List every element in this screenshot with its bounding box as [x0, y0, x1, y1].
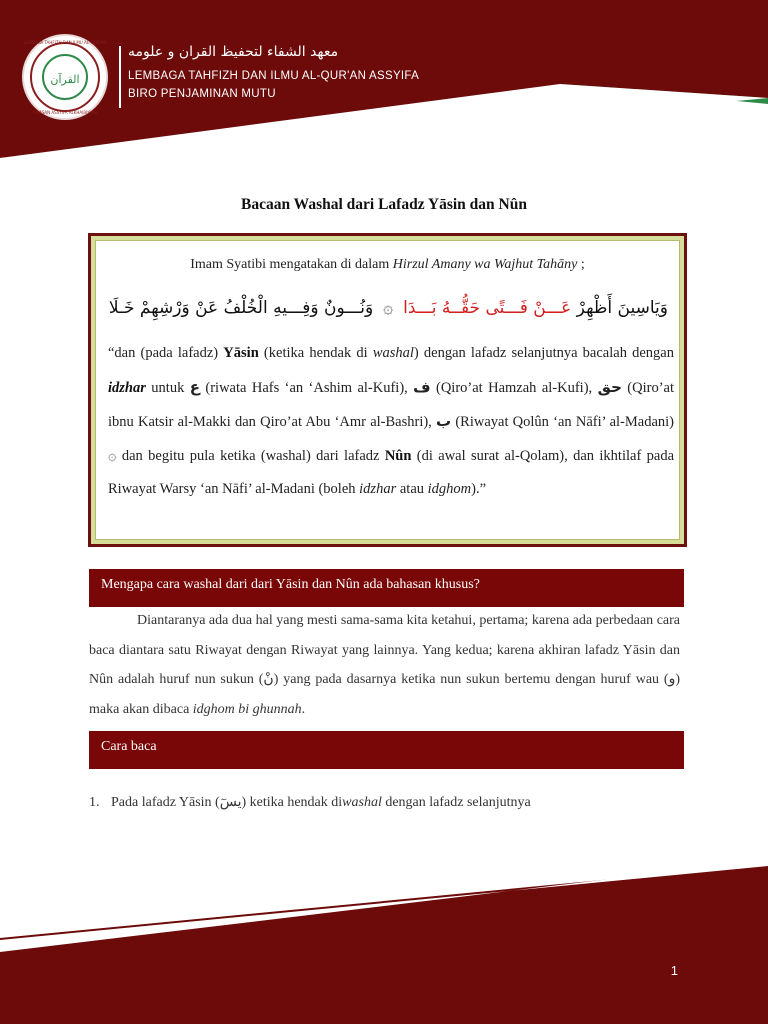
- verse-red-ba: بَـــدَا: [403, 298, 437, 318]
- verse-red-haq: حَقُّــهُ: [441, 298, 481, 318]
- department-name: BIRO PENJAMINAN MUTU: [128, 88, 276, 100]
- paragraph-end: .: [301, 701, 306, 717]
- verse-part2: وَنُـــونٌ وَفِـــيهِ الْخُلْفُ عَنْ وَرْشِهِمْ خَـلَا: [108, 298, 374, 318]
- translation-text: “dan (pada lafadz): [108, 345, 224, 361]
- quote-box: [88, 233, 687, 547]
- quote-translation: [108, 337, 674, 507]
- term-washal: washal: [342, 795, 382, 810]
- logo-text-top: LEMBAGA TAHFIZH DAN ILMU AL-QUR'AN: [23, 40, 107, 45]
- translation-text: dan begitu pula ketika (washal) dari lafadz: [116, 447, 385, 464]
- arabic-letter-fa: ف: [413, 377, 431, 396]
- arabic-letters-haq: حق: [597, 377, 622, 396]
- separator-star-icon: ۞: [108, 447, 117, 464]
- intro-suffix: ;: [577, 257, 585, 272]
- list-item-text: dengan lafadz selanjutnya: [381, 795, 531, 810]
- translation-text: ).”: [471, 481, 487, 497]
- verse-red-ain: عَـــنْ: [533, 298, 572, 318]
- quran-emblem-icon: [42, 54, 88, 100]
- book-title: Hirzul Amany wa Wajhut Tahāny: [392, 257, 578, 272]
- translation-text: (Qiro’at ibnu Katsir al-Makki dan Qiro’at Abu ‘Amr al-Bashri),: [108, 379, 675, 430]
- verse-part1: وَيَاسِينَ أَظْهِرْ: [571, 298, 668, 318]
- header-divider: [119, 46, 121, 108]
- translation-text: (Riwayat Qolûn ‘an Nāfi’ al-Madani): [451, 414, 674, 430]
- term-idghom: idghom: [427, 481, 472, 497]
- institution-logo: [22, 34, 108, 120]
- arabic-letter-ain: ع: [189, 377, 200, 396]
- intro-prefix: Imam Syatibi mengatakan di dalam: [190, 257, 393, 272]
- translation-text: (ketika hendak di: [258, 345, 373, 361]
- term-idzhar: idzhar: [108, 379, 146, 396]
- section-paragraph: [89, 606, 680, 724]
- translation-text: atau: [396, 481, 428, 497]
- translation-text: (riwata Hafs ‘an ‘Ashim al-Kufi),: [199, 379, 414, 396]
- document-title: Bacaan Washal dari Lafadz Yāsin dan Nûn: [241, 196, 527, 213]
- list-number: 1.: [89, 795, 100, 810]
- term-yasin: Yāsin: [223, 345, 259, 361]
- footer-banner: [0, 860, 768, 1024]
- term-idzhar-italic: idzhar: [359, 481, 397, 497]
- arabic-letter-ba: ب: [436, 412, 452, 430]
- institution-arabic-name: معهد الشفاء لتحفيظ القران و علومه: [128, 44, 339, 60]
- section-heading-why: Mengapa cara washal dari dari Yāsin dan Nûn ada bahasan khusus?: [89, 569, 684, 607]
- list-item-text: Pada lafadz Yāsin (يسٓ) ketika hendak di: [111, 795, 343, 810]
- page-number: 1: [670, 963, 678, 978]
- quote-box-inner: [95, 240, 680, 540]
- translation-text: (Qiro’at Hamzah al-Kufi),: [430, 379, 598, 396]
- quote-intro: [96, 257, 679, 273]
- header-banner: [0, 0, 768, 200]
- translation-text: (di awal surat al-Qolam), dan ikhtilaf pada Riwayat Warsy ‘an Nāfi’ al-Madani (boleh: [108, 447, 675, 497]
- translation-text: untuk: [145, 379, 190, 396]
- logo-text-bottom: YAYASAN ASSYIFA ALKHAIRIYYAH: [32, 110, 98, 115]
- institution-name: LEMBAGA TAHFIZH DAN ILMU AL-QUR'AN ASSYIFA: [128, 70, 420, 82]
- list-item: [89, 794, 680, 811]
- verse-red-fa: فَـــتًى: [485, 298, 528, 318]
- logo-glyph: القرآن: [50, 73, 80, 86]
- arabic-verse: [108, 297, 668, 318]
- term-idghom-bi-ghunnah: idghom bi ghunnah: [192, 701, 302, 717]
- translation-text: ) dengan lafadz selanjutnya bacalah dengan: [413, 345, 674, 361]
- paragraph-text: Diantaranya ada dua hal yang mesti sama-sama kita ketahui, pertama; karena ada perbedaan cara baca diantara satu Riwayat dengan Riwayat yang lainnya. Yang kedua; karena akhiran lafadz Yāsin dan Nûn adalah huruf nun sukun (نْ) yang pada dasarnya ketika nun sukun bertemu dengan huruf wau (و) maka akan dibaca: [89, 613, 680, 717]
- section-heading-cara-baca: Cara baca: [89, 731, 684, 769]
- term-washal: washal: [372, 345, 414, 361]
- verse-separator-icon: ۞: [383, 298, 394, 318]
- term-nun: Nûn: [384, 447, 412, 464]
